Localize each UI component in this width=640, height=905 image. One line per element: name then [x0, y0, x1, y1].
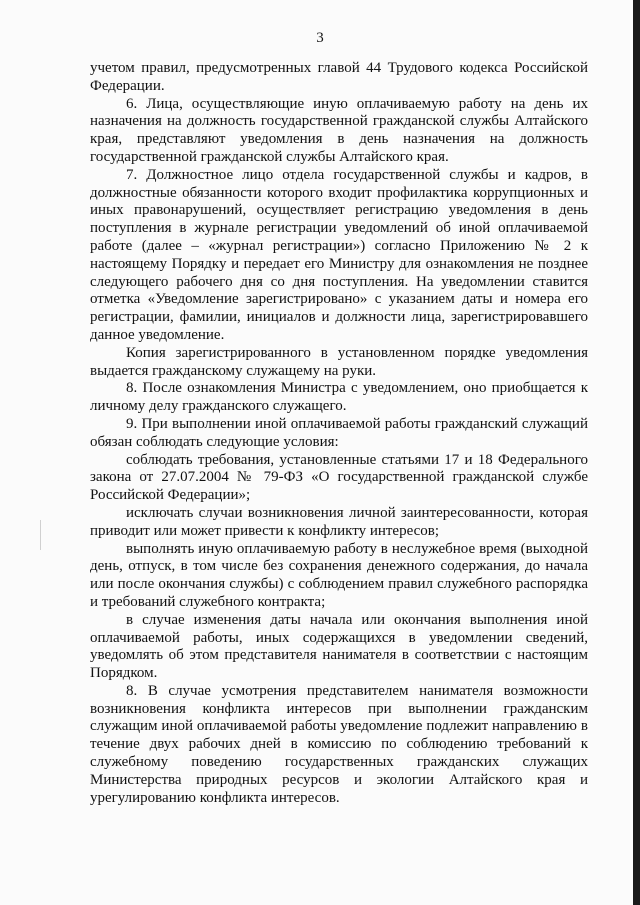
- paragraph-item-8: 8. После ознакомления Министра с уведомлением, оно приобщается к личному делу гражданского служащего.: [90, 380, 588, 415]
- condition-item: соблюдать требования, установленные статьями 17 и 18 Федерального закона от 27.07.2004 № 79-ФЗ «О государственной гражданской службе Российской Федерации»;: [90, 451, 588, 504]
- condition-item: исключать случаи возникновения личной заинтересованности, которая приводит или может привести к конфликту интересов;: [90, 504, 588, 539]
- page-number: 3: [316, 30, 324, 46]
- paragraph-item-6: 6. Лица, осуществляющие иную оплачиваемую работу на день их назначения на должность государственной гражданской службы Алтайского края, представляют уведомления в день назначения на должность государственной гражданской службы Алтайского края.: [90, 95, 588, 165]
- scan-edge-shadow: [633, 0, 640, 905]
- condition-item: выполнять иную оплачиваемую работу в неслужебное время (выходной день, отпуск, в том числе без сохранения денежного содержания, до начала или после окончания службы) с соблюдением правил служебного распорядка и требований служебного контракта;: [90, 540, 588, 610]
- document-body: [90, 60, 588, 807]
- paragraph-item-8-conflict: 8. В случае усмотрения представителем нанимателя возможности возникновения конфликта интересов при выполнении гражданским служащим иной оплачиваемой работы уведомление подлежит направлению в течение двух рабочих дней в комиссию по соблюдению требований к служебному поведению государственных гражданских служащих Министерства природных ресурсов и экологии Алтайского края и урегулированию конфликта интересов.: [90, 682, 588, 806]
- paragraph-copy-issue: Копия зарегистрированного в установленном порядке уведомления выдается гражданскому служащему на руки.: [90, 344, 588, 379]
- paragraph-item-9: 9. При выполнении иной оплачиваемой работы гражданский служащий обязан соблюдать следующие условия:: [90, 415, 588, 450]
- paragraph-continuation: учетом правил, предусмотренных главой 44 Трудового кодекса Российской Федерации.: [90, 60, 588, 94]
- paragraph-item-7: 7. Должностное лицо отдела государственной службы и кадров, в должностные обязанности которого входит профилактика коррупционных и иных правонарушений, осуществляет регистрацию уведомления в день поступления в журнале регистрации уведомлений об иной оплачиваемой работе (далее – «журнал регистрации») согласно Приложению № 2 к настоящему Порядку и передает его Министру для ознакомления не позднее следующего рабочего дня со дня поступления. На уведомлении ставится отметка «Уведомление зарегистрировано» с указанием даты и номера его регистрации, фамилии, инициалов и должности лица, зарегистрировавшего данное уведомление.: [90, 166, 588, 343]
- condition-item: в случае изменения даты начала или окончания выполнения иной оплачиваемой работы, иных содержащихся в уведомлении сведений, уведомлять об этом представителя нанимателя в соответствии с настоящим Порядком.: [90, 611, 588, 682]
- scan-artifact: [40, 520, 41, 550]
